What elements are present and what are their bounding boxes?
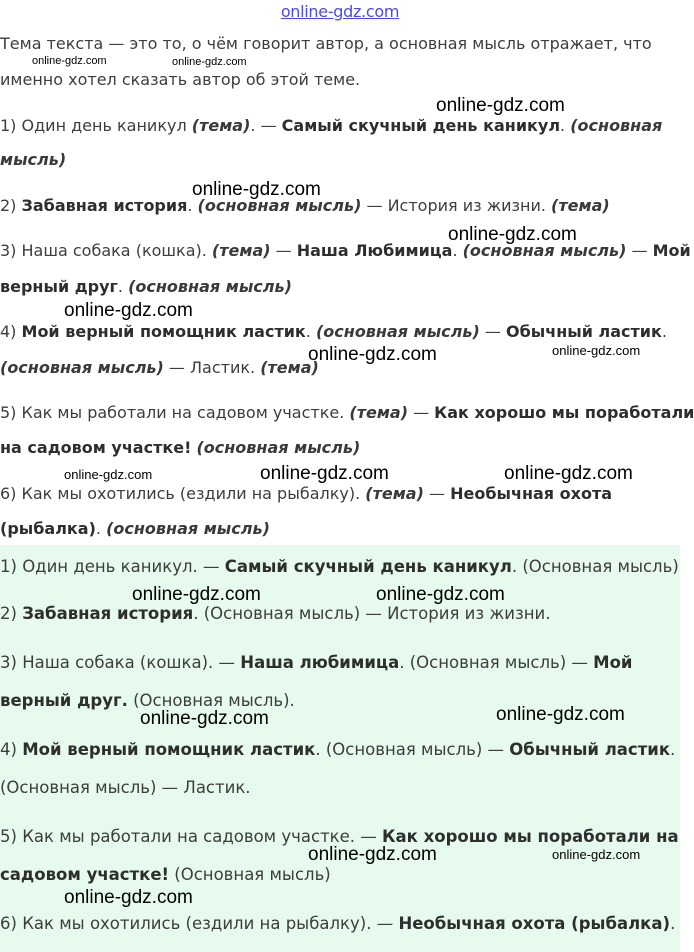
list-item: 3) Наша собака (кошка). (тема) — Наша Любимица. (основная мысль) — Мой [0,241,691,260]
list-item-continuation: (Основная мысль) — Ластик. [0,778,251,797]
watermark: online-gdz.com [504,463,633,484]
watermark: online-gdz.com [140,708,269,729]
list-item: 5) Как мы работали на садовом участке. — Как хорошо мы поработали на [0,827,679,846]
watermark: online-gdz.com [64,887,193,908]
watermark: online-gdz.com [436,95,565,116]
site-header-link[interactable]: online-gdz.com [280,2,400,21]
watermark: online-gdz.com [448,224,577,245]
list-item: 4) Мой верный помощник ластик. (Основная мысль) — Обычный ластик. [0,740,676,759]
list-item: 2) Забавная история. (основная мысль) — История из жизни. (тема) [0,196,610,215]
list-item-continuation: верный друг. (Основная мысль). [0,691,295,710]
watermark: online-gdz.com [64,300,193,321]
list-item: 5) Как мы работали на садовом участке. (тема) — Как хорошо мы поработали [0,403,694,422]
list-item: 1) Один день каникул (тема). — Самый скучный день каникул. (основная [0,116,663,135]
list-item-continuation: (основная мысль) — Ластик. (тема) [0,358,319,377]
list-item: 6) Как мы охотились (ездили на рыбалку). (тема) — Необычная охота [0,484,613,503]
list-item-continuation: садовом участке! (Основная мысль) [0,865,331,884]
list-item: 4) Мой верный помощник ластик. (основная мысль) — Обычный ластик. [0,322,667,341]
watermark: online-gdz.com [132,584,261,605]
watermark: online-gdz.com [32,55,107,67]
watermark: online-gdz.com [64,467,153,482]
list-item: 3) Наша собака (кошка). — Наша любимица. (Основная мысль) — Мой [0,653,633,672]
watermark: online-gdz.com [496,704,625,725]
list-item: 1) Один день каникул. — Самый скучный день каникул. (Основная мысль) [0,557,679,576]
watermark: online-gdz.com [172,56,247,68]
watermark: online-gdz.com [260,463,389,484]
list-item: 6) Как мы охотились (ездили на рыбалку). — Необычная охота (рыбалка). [0,914,676,933]
watermark: online-gdz.com [552,343,641,358]
list-item-continuation: (рыбалка). (основная мысль) [0,519,270,538]
list-item: 2) Забавная история. (Основная мысль) — История из жизни. [0,604,551,623]
watermark: online-gdz.com [192,179,321,200]
list-item-continuation: мысль) [0,150,67,169]
intro-line: Тема текста — это то, о чём говорит автор, а основная мысль отражает, что [0,34,652,53]
intro-line: именно хотел сказать автор об этой теме. [0,70,361,89]
list-item-continuation: верный друг. (основная мысль) [0,277,292,296]
watermark: online-gdz.com [552,847,641,862]
list-item-continuation: на садовом участке! (основная мысль) [0,438,361,457]
watermark: online-gdz.com [376,584,505,605]
watermark: online-gdz.com [308,844,437,865]
watermark: online-gdz.com [308,344,437,365]
